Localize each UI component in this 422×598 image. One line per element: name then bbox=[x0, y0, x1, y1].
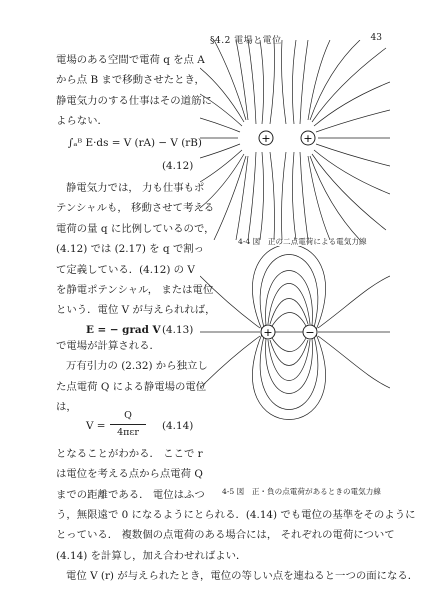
text-line: とっている． 複数個の点電荷のある場合には， それぞれの電荷について bbox=[56, 529, 395, 542]
text-line: 静電気力では， 力も仕事もポ bbox=[66, 182, 205, 194]
equation-4-13: E = − grad V bbox=[86, 324, 161, 336]
text-line: までの距離である． 電位はふつ bbox=[56, 488, 205, 501]
figure-4-4-caption: 4-4 図 正の二点電荷による電気力線 bbox=[238, 237, 367, 246]
text-line: テンシャルも， 移動させて考える bbox=[56, 202, 215, 215]
text-line: て定義している．(4.12) の V bbox=[56, 263, 195, 276]
figure-4-5-caption: 4-5 図 正・負の点電荷があるときの電気力線 bbox=[222, 487, 381, 496]
text-line: 電位 V (r) が与えられたとき，電位の等しい点を連ねると一つの面になる． bbox=[66, 570, 419, 583]
paragraph-potential bbox=[56, 178, 216, 321]
equation-4-13-number: (4.13) bbox=[162, 324, 194, 336]
equation-4-14-numerator: Q bbox=[124, 410, 132, 421]
page-number: 43 bbox=[370, 33, 382, 43]
text-line: は， bbox=[56, 401, 77, 414]
figure-dipole bbox=[200, 246, 390, 446]
running-header: §4.2 電場と電位 bbox=[210, 36, 282, 46]
text-line: う，無限遠で 0 になるようにとられる．(4.14) でも電位の基準をそのように bbox=[56, 509, 416, 521]
text-line: 万有引力の (2.32) から独立し bbox=[66, 360, 208, 373]
paragraph-full-width bbox=[56, 505, 418, 587]
paragraph-distance bbox=[56, 444, 205, 505]
paragraph-gravity bbox=[56, 336, 208, 418]
text-line: から点 B まで移動させたとき， bbox=[56, 74, 205, 87]
charge-positive-sign: + bbox=[263, 326, 273, 339]
text-line: 電荷の量 q に比例しているので， bbox=[56, 222, 215, 235]
equation-4-14-denominator: 4πεr bbox=[117, 427, 139, 438]
charge-left-sign: + bbox=[261, 132, 271, 145]
fraction-bar bbox=[110, 424, 146, 425]
figure-two-positive-charges bbox=[200, 40, 390, 240]
equation-4-14-lhs: V = bbox=[86, 420, 106, 432]
equation-4-12: ∫ₐᴮ E·ds = V (rA) − V (rB) bbox=[68, 137, 202, 149]
text-line: で電場が計算される． bbox=[56, 340, 160, 352]
paragraph-intro bbox=[56, 50, 212, 132]
text-line: 静電気力のする仕事はその道筋に bbox=[56, 94, 212, 107]
text-line: た点電荷 Q による静電場の電位 bbox=[56, 380, 207, 393]
text-line: は電位を考える点から点電荷 Q bbox=[56, 468, 203, 481]
equation-4-14-number: (4.14) bbox=[162, 420, 194, 432]
text-line: という．電位 V が与えられれば， bbox=[56, 304, 216, 317]
text-line: となることがわかる． ここで r bbox=[56, 448, 203, 460]
charge-right-sign: + bbox=[303, 132, 313, 145]
text-line: (4.14) を計算し，加え合わせればよい． bbox=[56, 549, 247, 562]
text-line: を静電ポテンシャル， または電位 bbox=[56, 284, 214, 297]
equation-4-12-number: (4.12) bbox=[162, 160, 194, 172]
text-line: よらない． bbox=[56, 115, 108, 128]
text-line: 電場のある空間で電荷 q を点 A bbox=[56, 54, 205, 66]
text-line: (4.12) では (2.17) を q で割っ bbox=[56, 243, 204, 256]
charge-negative-sign: − bbox=[305, 326, 315, 339]
